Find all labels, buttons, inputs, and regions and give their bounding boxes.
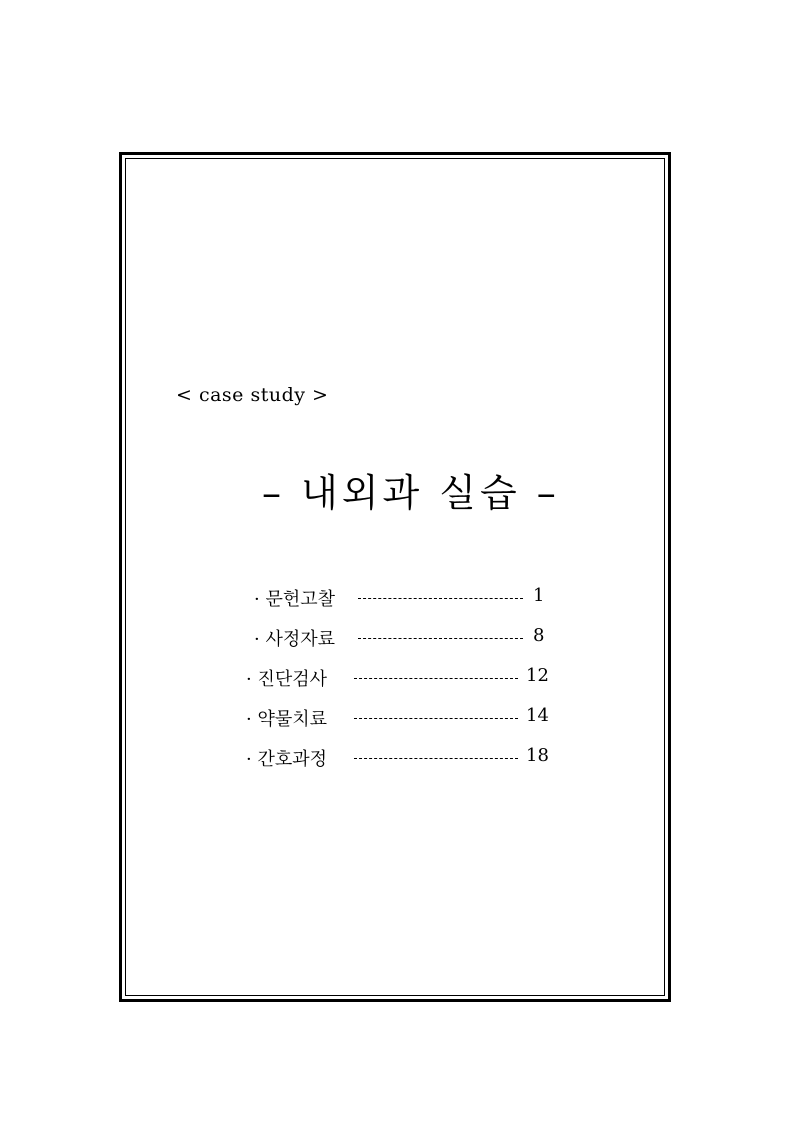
toc-label: · 약물치료: [246, 709, 327, 730]
toc-leader: [354, 718, 518, 719]
toc-label: · 간호과정: [246, 749, 327, 770]
toc-label: · 사정자료: [254, 629, 335, 650]
document-title: – 내외과 실습 –: [262, 471, 560, 515]
toc-label: · 진단검사: [246, 669, 327, 690]
toc-label: · 문헌고찰: [254, 589, 335, 610]
table-of-contents: [246, 585, 566, 785]
toc-row: [246, 745, 566, 785]
toc-leader: [354, 678, 518, 679]
page-border-inner: [125, 158, 665, 996]
toc-page-number: 12: [526, 665, 549, 686]
toc-page-number: 18: [526, 745, 549, 766]
page-border: [119, 152, 671, 1002]
toc-row: [246, 585, 566, 625]
toc-page-number: 8: [533, 625, 545, 646]
document-subtitle: < case study >: [176, 384, 329, 406]
toc-page-number: 1: [533, 585, 545, 606]
toc-leader: [354, 758, 518, 759]
toc-leader: [358, 638, 523, 639]
toc-leader: [358, 598, 523, 599]
toc-row: [246, 705, 566, 745]
toc-page-number: 14: [526, 705, 549, 726]
toc-row: [246, 625, 566, 665]
toc-row: [246, 665, 566, 705]
